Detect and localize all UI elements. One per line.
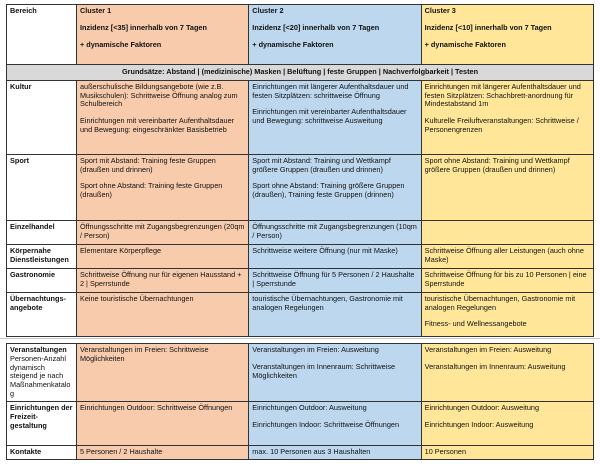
cell-cluster-3 xyxy=(421,268,593,292)
cluster-name: Cluster 1 xyxy=(79,6,112,15)
cell-text: Einrichtungen Indoor: Ausweitung xyxy=(424,419,534,429)
grundsaetze-banner: Grundsätze: Abstand | (medizinische) Masken | Belüftung | feste Gruppen | Nachverfolgbarkeit | Testen xyxy=(7,65,594,81)
cell-text: Veranstaltungen im Freien: Ausweitung xyxy=(424,345,552,354)
cell-text: Einrichtungen Outdoor: Ausweitung xyxy=(424,403,540,412)
cell-cluster-3 xyxy=(421,244,593,268)
row-label: Gastronomie xyxy=(7,268,77,292)
cell-text: 10 Personen xyxy=(424,447,467,456)
row-sport xyxy=(7,154,594,220)
row-kultur xyxy=(7,80,594,154)
header-bereich: Bereich xyxy=(7,5,77,65)
cell-text: außerschulische Bildungsangebote (wie z.B. Musikschulen): Schrittweise Öffnung analog zum Schulbereich xyxy=(79,81,238,109)
cell-cluster-2 xyxy=(249,402,421,446)
cell-text: Schrittweise Öffnung für 5 Personen / 2 Haushalte | Sperrstunde xyxy=(252,269,415,288)
cell-text: Elementare Körperpflege xyxy=(79,245,162,255)
row-gastronomie xyxy=(7,268,594,292)
cluster-name: Cluster 3 xyxy=(424,6,456,15)
cell-text: touristische Übernachtungen, Gastronomie mit analogen Regelungen xyxy=(252,293,403,312)
cell-cluster-1 xyxy=(76,244,248,268)
cell-cluster-3 xyxy=(421,154,593,220)
cell-text: Keine touristische Übernachtungen xyxy=(79,293,194,303)
cell-cluster-2 xyxy=(249,446,421,460)
cell-cluster-3 xyxy=(421,344,593,402)
cell-cluster-3 xyxy=(421,80,593,154)
row-label: Körpernahe Dienstleistungen xyxy=(7,244,77,268)
cell-cluster-2 xyxy=(249,220,421,244)
page-break-divider xyxy=(0,338,600,339)
cell-text: Einrichtungen mit vereinbarter Aufenthaltsdauer und Bewegung: eingeschränkter Basisbetrieb xyxy=(79,116,235,134)
header-cluster-1 xyxy=(76,5,248,65)
cluster-faktoren: + dynamische Faktoren xyxy=(79,39,162,49)
row-freizeit xyxy=(7,402,594,446)
cell-text: Kulturelle Freiluftveranstaltungen: Schrittweise / Personengrenzen xyxy=(424,116,579,134)
cell-cluster-1 xyxy=(76,220,248,244)
row-sublabel: Personen-Anzahl dynamisch steigend je nach Maßnahmenkatalog xyxy=(10,353,71,398)
cluster-name: Cluster 2 xyxy=(252,6,284,15)
cell-text: max. 10 Personen aus 3 Haushalten xyxy=(252,447,371,456)
cell-text: Veranstaltungen im Freien: Ausweitung xyxy=(252,345,379,354)
header-row xyxy=(7,5,594,65)
cell-text: Veranstaltungen im Innenraum: Ausweitung xyxy=(424,361,566,371)
cell-text: Fitness- und Wellnessangebote xyxy=(424,319,527,329)
cell-cluster-3 xyxy=(421,292,593,336)
cell-text: 5 Personen / 2 Haushalte xyxy=(79,447,163,456)
cell-text: Sport mit Abstand: Training feste Gruppen (draußen und drinnen) xyxy=(79,155,216,174)
row-label: Sport xyxy=(7,154,77,220)
cell-cluster-2 xyxy=(249,344,421,402)
cell-cluster-1 xyxy=(76,268,248,292)
grundsaetze-row xyxy=(7,65,594,81)
row-label: Kultur xyxy=(7,80,77,154)
cell-text: Sport ohne Abstand: Training größere Gruppen (draußen), Training feste Gruppen (drinnen) xyxy=(252,181,405,199)
cell-text: Schrittweise Öffnung nur für eigenen Hausstand + 2 | Sperrstunde xyxy=(79,269,242,288)
cluster-inzidenz: Inzidenz [<20] innerhalb von 7 Tagen xyxy=(252,22,380,32)
cell-text: Einrichtungen mit längerer Aufenthaltsdauer und festen Sitzplätzen: Schachbrett-anordnung für Mindestabstand 1m xyxy=(424,81,581,109)
cell-cluster-2 xyxy=(249,154,421,220)
row-label: Einrichtungen der Freizeit-gestaltung xyxy=(7,402,77,446)
cell-cluster-1 xyxy=(76,292,248,336)
row-veranstaltungen xyxy=(7,344,594,402)
row-label: Veranstaltungen xyxy=(10,345,67,354)
cell-text: Sport mit Abstand: Training und Wettkampf größere Gruppen (draußen und drinnen) xyxy=(252,155,391,174)
row-label-cell xyxy=(7,344,77,402)
cell-cluster-2 xyxy=(249,244,421,268)
cell-text: Sport ohne Abstand: Training feste Gruppen (draußen) xyxy=(79,181,223,199)
row-kontakte xyxy=(7,446,594,460)
cell-text: Veranstaltungen im Freien: Schrittweise Möglichkeiten xyxy=(79,345,209,363)
cell-text: touristische Übernachtungen, Gastronomie mit analogen Regelungen xyxy=(424,293,576,312)
cell-text: Schrittweise Öffnung aller Leistungen (auch ohne Maske) xyxy=(424,245,584,264)
row-einzelhandel xyxy=(7,220,594,244)
cell-text: Schrittweise Öffnung für bis zu 10 Personen | eine Sperrstunde xyxy=(424,269,587,288)
cell-text: Öffnungsschritte mit Zugangsbegrenzungen (10qm / Person) xyxy=(252,221,417,240)
cell-text: Einrichtungen mit längerer Aufenthaltsdauer und festen Sitzplätzen: schrittweise Öffnung xyxy=(252,81,409,100)
cell-cluster-1 xyxy=(76,446,248,460)
cell-cluster-2 xyxy=(249,268,421,292)
measures-table-top xyxy=(6,4,594,337)
cell-text: Einrichtungen Outdoor: Schrittweise Öffnungen xyxy=(79,403,233,412)
cluster-faktoren: + dynamische Faktoren xyxy=(252,39,334,49)
cell-cluster-2 xyxy=(249,80,421,154)
cell-text: Veranstaltungen im Innenraum: Schrittweise Möglichkeiten xyxy=(252,361,396,380)
cell-cluster-1 xyxy=(76,402,248,446)
cell-text: Einrichtungen Indoor: Schrittweise Öffnungen xyxy=(252,419,400,429)
cluster-faktoren: + dynamische Faktoren xyxy=(424,39,506,49)
cell-cluster-3 xyxy=(421,446,593,460)
cell-cluster-1 xyxy=(76,154,248,220)
measures-table-bottom xyxy=(6,343,594,460)
row-label: Übernachtungs-angebote xyxy=(7,292,77,336)
header-cluster-2 xyxy=(249,5,421,65)
cluster-inzidenz: Inzidenz [<10] innerhalb von 7 Tagen xyxy=(424,22,552,32)
cell-text: Öffnungsschritte mit Zugangsbegrenzungen (20qm / Person) xyxy=(79,221,245,240)
row-koerpernahe xyxy=(7,244,594,268)
cell-cluster-3 xyxy=(421,220,593,244)
row-uebernachtung xyxy=(7,292,594,336)
cell-text: Einrichtungen Outdoor: Ausweitung xyxy=(252,403,367,412)
cell-cluster-2 xyxy=(249,292,421,336)
cell-cluster-1 xyxy=(76,344,248,402)
header-cluster-3 xyxy=(421,5,593,65)
cluster-inzidenz: Inzidenz [<35] innerhalb von 7 Tagen xyxy=(79,22,207,32)
cell-text: Sport ohne Abstand: Training und Wettkampf größere Gruppen (draußen und drinnen) xyxy=(424,155,570,174)
cell-text: Einrichtungen mit vereinbarter Aufenthaltsdauer und Bewegung: schrittweise Ausweitung xyxy=(252,107,407,125)
row-label: Kontakte xyxy=(7,446,77,460)
cell-text: Schrittweise weitere Öffnung (nur mit Maske) xyxy=(252,245,398,255)
cell-cluster-1 xyxy=(76,80,248,154)
row-label: Einzelhandel xyxy=(7,220,77,244)
cell-cluster-3 xyxy=(421,402,593,446)
